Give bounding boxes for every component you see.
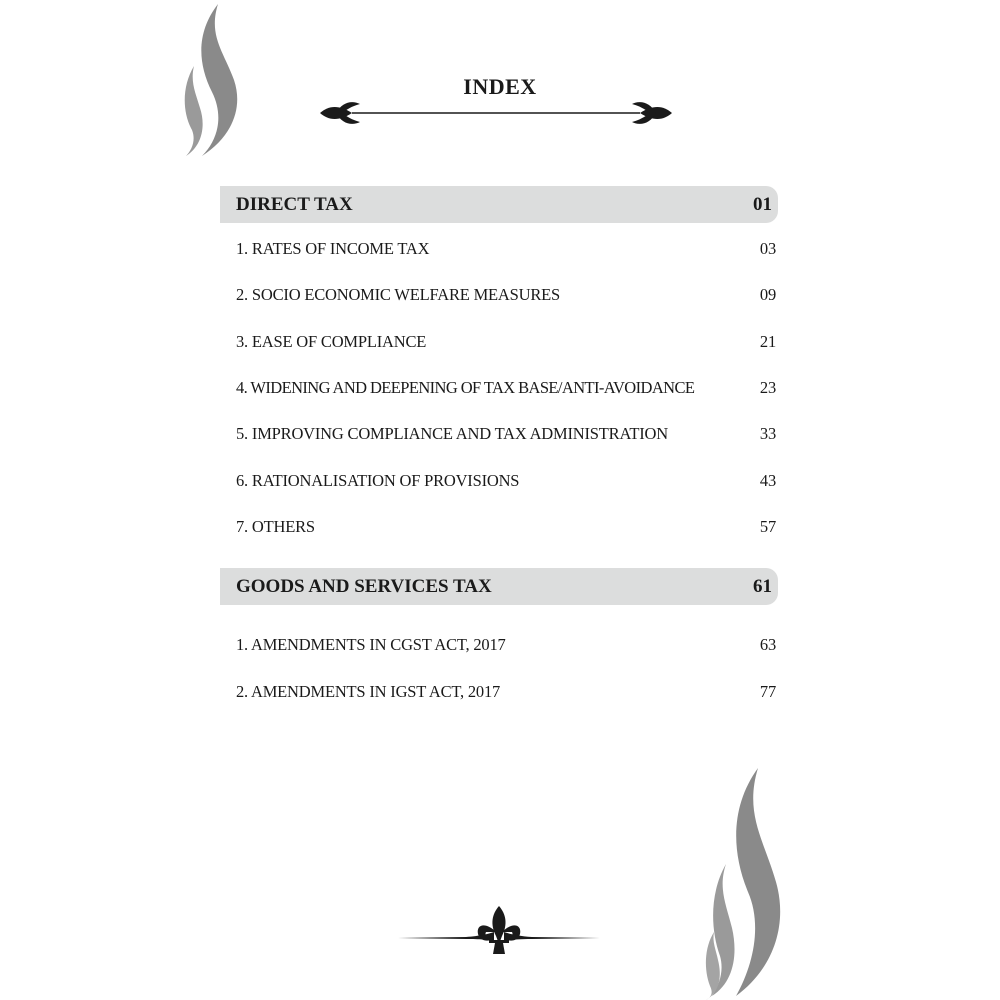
index-entry[interactable] (236, 633, 776, 657)
entry-label: 3. EASE OF COMPLIANCE (236, 332, 427, 351)
index-entry[interactable] (236, 283, 776, 307)
index-entry[interactable] (236, 376, 776, 400)
fleur-de-lis-icon (396, 902, 602, 958)
entry-label: 7. OTHERS (236, 517, 315, 536)
index-entry[interactable] (236, 469, 776, 493)
entry-page-number: 21 (759, 332, 776, 351)
entry-label: 6. RATIONALISATION OF PROVISIONS (236, 471, 520, 490)
index-entry[interactable] (236, 237, 776, 261)
flame-icon (696, 764, 792, 1000)
page-title: INDEX (463, 74, 537, 99)
entry-label: 2. SOCIO ECONOMIC WELFARE MEASURES (236, 285, 560, 304)
entry-page-number: 09 (759, 285, 776, 304)
index-entry[interactable] (236, 680, 776, 704)
entry-label: 2. AMENDMENTS IN IGST ACT, 2017 (236, 682, 501, 701)
index-entry[interactable] (236, 422, 776, 446)
section-title: DIRECT TAX (236, 193, 353, 215)
section-page-number: 01 (753, 193, 772, 215)
entry-page-number: 63 (759, 635, 776, 654)
entry-page-number: 57 (759, 517, 776, 536)
entry-page-number: 77 (759, 682, 776, 701)
entry-label: 5. IMPROVING COMPLIANCE AND TAX ADMINISTRATION (236, 424, 668, 443)
section-header-direct-tax[interactable] (220, 186, 778, 223)
entry-label: 4. WIDENING AND DEEPENING OF TAX BASE/ANTI-AVOIDANCE (236, 378, 695, 397)
entry-label: 1. RATES OF INCOME TAX (236, 239, 430, 258)
entry-page-number: 23 (759, 378, 776, 397)
entry-label: 1. AMENDMENTS IN CGST ACT, 2017 (236, 635, 506, 654)
entry-page-number: 03 (759, 239, 776, 258)
entry-page-number: 43 (759, 471, 776, 490)
section-title: GOODS AND SERVICES TAX (236, 575, 492, 597)
index-entry[interactable] (236, 330, 776, 354)
section-header-gst[interactable] (220, 568, 778, 605)
flourish-divider-icon (318, 98, 674, 128)
entry-page-number: 33 (759, 424, 776, 443)
index-entry[interactable] (236, 515, 776, 539)
section-page-number: 61 (753, 575, 772, 597)
